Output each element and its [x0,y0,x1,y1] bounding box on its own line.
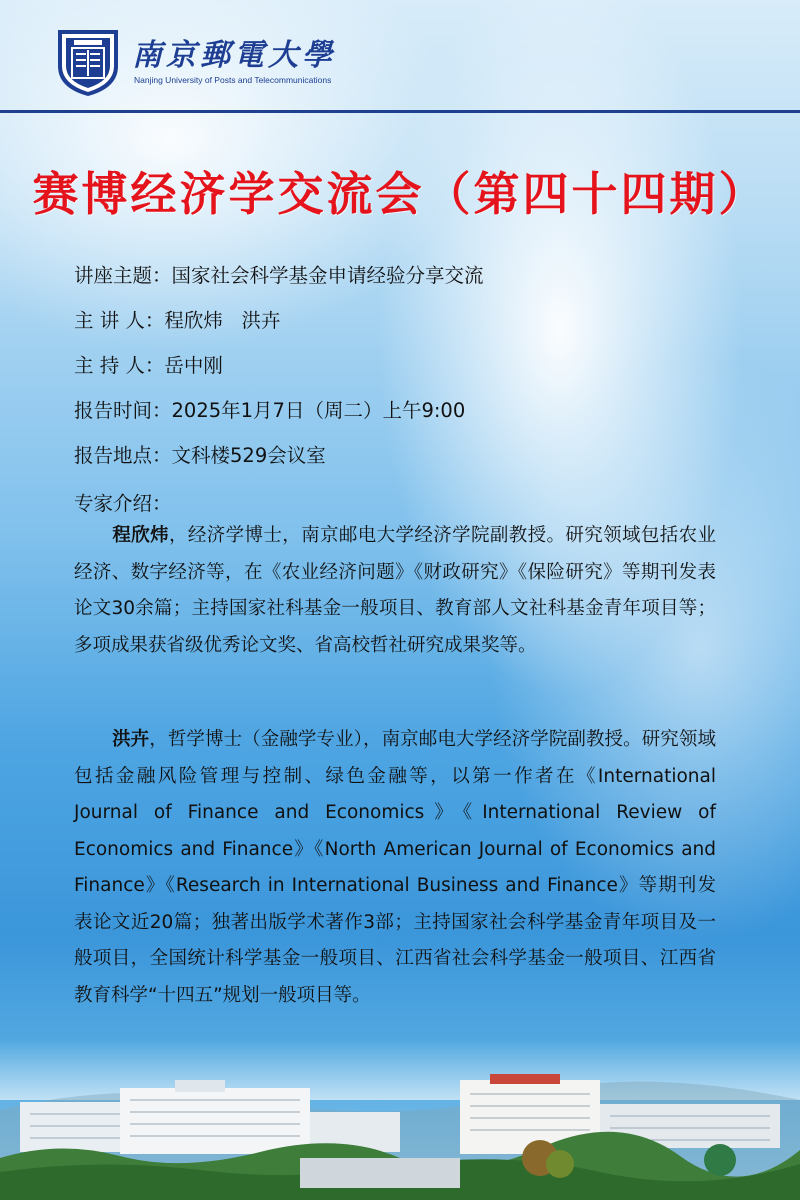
info-value: 2025年1月7日（周二）上午9:00 [171,399,466,422]
info-row-host [74,352,734,397]
expert-name: 洪卉 [112,729,150,750]
info-label: 讲座主题： [74,264,172,287]
info-row-speaker [74,307,734,352]
poster-title: 赛博经济学交流会（第四十四期） [32,167,768,221]
info-label: 报告时间： [74,399,172,422]
expert-description: ，经济学博士，南京邮电大学经济学院副教授。研究领域包括农业经济、数字经济等，在《农业经济问题》《财政研究》《保险研究》等期刊发表论文30余篇；主持国家社科基金一般项目、教育部人文社科基金青年项目等；多项成果获省级优秀论文奖、省高校哲社研究成果奖等。 [74,525,716,656]
info-value: 文科楼529会议室 [171,444,326,467]
header [0,0,800,112]
info-row-topic [74,262,734,307]
info-row-time [74,397,734,442]
info-label: 主 持 人： [74,354,165,377]
expert-name: 程欣炜 [112,525,169,546]
university-emblem-icon [52,26,124,98]
info-row-location [74,442,734,487]
header-divider [0,110,800,113]
info-label: 报告地点： [74,444,172,467]
school-name-en: Nanjing University of Posts and Telecommunications [134,75,332,85]
expert-description: ，哲学博士（金融学专业），南京邮电大学经济学院副教授。研究领域包括金融风险管理与控制、绿色金融等，以第一作者在《International Journal of Finance and Economics》《International Review of Economics and Finance》《North American Journal of Economics and Finance》《Research in International Business and Finance》等期刊发表论文近20篇；独著出版学术著作3部；主持国家社会科学基金青年项目及一般项目，全国统计科学基金一般项目、江西省社会科学基金一般项目、江西省教育科学“十四五”规划一般项目等。 [74,729,716,1006]
lecture-info [74,262,734,487]
info-value: 程欣炜 洪卉 [164,309,281,332]
info-label: 主 讲 人： [74,309,165,332]
school-name-cn: 南京郵電大學 [132,38,336,73]
experts-heading: 专家介绍： [74,492,172,515]
info-value: 岳中刚 [164,354,223,377]
expert-bio [74,722,716,1014]
campus-buildings-image [0,1040,800,1200]
info-value: 国家社会科学基金申请经验分享交流 [171,264,484,287]
expert-bio [74,518,716,664]
